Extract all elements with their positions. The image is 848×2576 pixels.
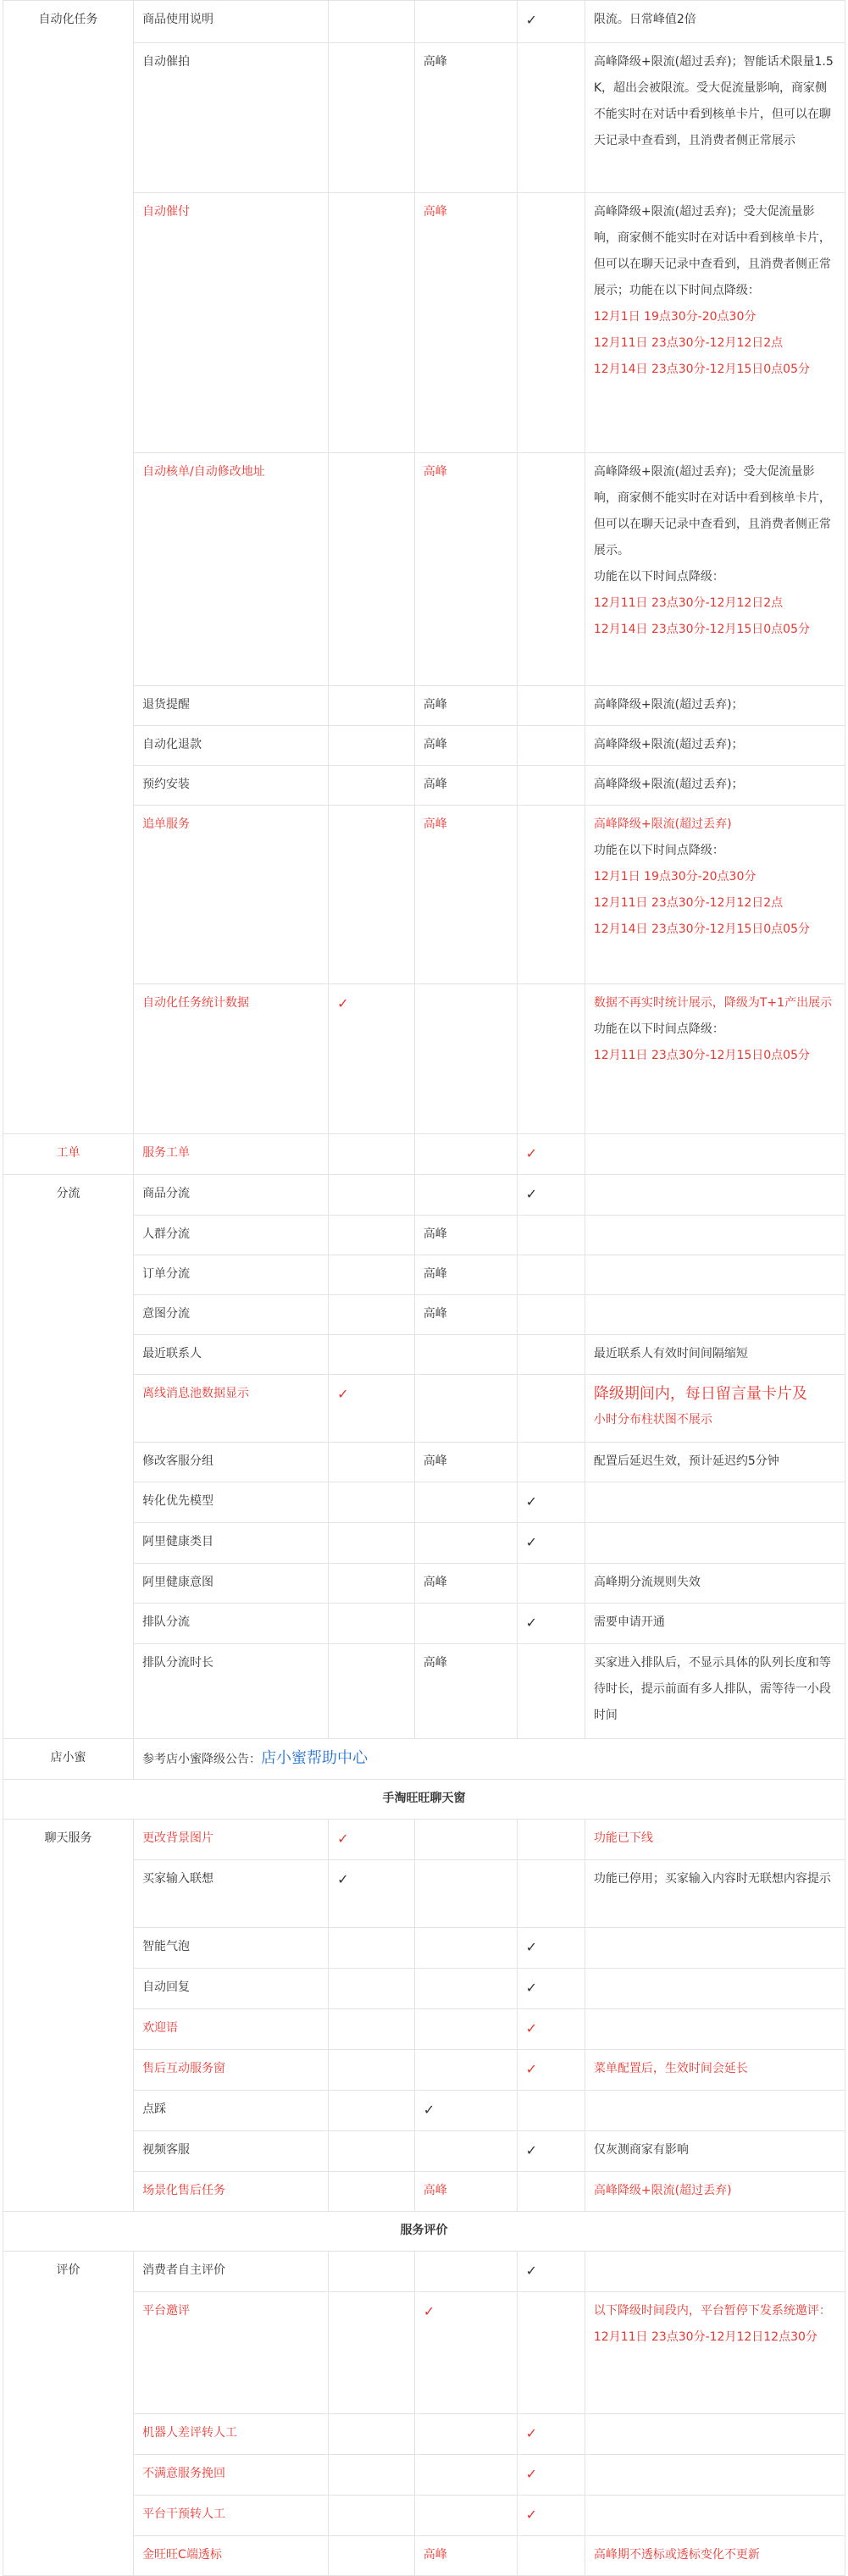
feature-cell: 自动催付 <box>134 193 329 453</box>
check-icon: ✓ <box>423 2102 435 2118</box>
table-row <box>3 1 845 43</box>
check-icon: ✓ <box>525 1493 538 1510</box>
peak-cell: 高峰 <box>414 1564 517 1604</box>
check-icon: ✓ <box>337 1386 349 1402</box>
feature-cell: 服务工单 <box>134 1134 329 1175</box>
note-cell: 买家进入排队后，不显示具体的队列长度和等待时长，提示前面有多人排队，需等待一小段时间 <box>585 1644 845 1739</box>
check-icon: ✓ <box>525 2020 538 2036</box>
check-icon: ✓ <box>337 1871 349 1887</box>
table-row <box>3 1134 845 1175</box>
feature-cell: 预约安装 <box>134 766 329 806</box>
degradation-table <box>3 0 845 2576</box>
feature-cell: 离线消息池数据显示 <box>134 1375 329 1443</box>
feature-cell: 点踩 <box>134 2091 329 2131</box>
check-icon: ✓ <box>423 2303 435 2319</box>
peak-cell: 高峰 <box>414 2172 517 2212</box>
note-cell: 仅灰测商家有影响 <box>585 2131 845 2172</box>
check-icon: ✓ <box>525 1615 538 1631</box>
section-header: 服务评价 <box>3 2212 845 2252</box>
category-cell: 分流 <box>3 1175 134 1739</box>
check-icon: ✓ <box>525 1980 538 1996</box>
check-icon: ✓ <box>525 12 538 28</box>
table-row <box>3 1820 845 1860</box>
category-cell: 评价 <box>3 2252 134 2576</box>
peak-cell: 高峰 <box>414 1255 517 1295</box>
note-cell: 高峰降级+限流(超过丢弃) 功能在以下时间点降级： 12月1日 19点30分-20点30分 12月11日 23点30分-12月12日2点 12月14日 23点30分-12月15日0点05分 <box>585 806 845 984</box>
help-center-link[interactable]: 店小蜜帮助中心 <box>261 1749 369 1767</box>
check-icon: ✓ <box>525 2425 538 2441</box>
note-cell: 高峰期不透标或透标变化不更新 <box>585 2536 845 2576</box>
note-cell: 功能已下线 <box>585 1820 845 1860</box>
check-icon: ✓ <box>525 2061 538 2077</box>
check-icon: ✓ <box>525 2507 538 2523</box>
note-cell: 高峰降级+限流(超过丢弃) <box>585 2172 845 2212</box>
peak-cell: 高峰 <box>414 453 517 686</box>
peak-cell: 高峰 <box>414 1295 517 1335</box>
notice-cell <box>134 1739 845 1780</box>
note-cell: 高峰降级+限流(超过丢弃)；受大促流量影响，商家侧不能实时在对话中看到核单卡片，但可以在聊天记录中查看到，且消费者侧正常展示；功能在以下时间点降级： 12月1日 19点30分-20点30分 12月11日 23点30分-12月12日2点 12月14日 23点30分-12月15日0点05分 <box>585 193 845 453</box>
notice-text: 参考店小蜜降级公告： <box>142 1753 262 1766</box>
time-range: 12月1日 19点30分-20点30分 <box>593 310 757 324</box>
peak-cell: 高峰 <box>414 43 517 193</box>
time-range: 12月14日 23点30分-12月15日0点05分 <box>593 363 810 376</box>
feature-cell: 阿里健康意图 <box>134 1564 329 1604</box>
peak-cell: 高峰 <box>414 686 517 726</box>
feature-cell: 自动化退款 <box>134 726 329 766</box>
table-row <box>3 1739 845 1780</box>
time-range: 12月11日 23点30分-12月12日2点 <box>593 336 784 350</box>
note-cell: 需要申请开通 <box>585 1604 845 1644</box>
note-cell: 高峰降级+限流(超过丢弃)； <box>585 726 845 766</box>
feature-cell: 排队分流时长 <box>134 1644 329 1739</box>
section-header-row <box>3 2212 845 2252</box>
feature-cell: 商品使用说明 <box>134 1 329 43</box>
peak-cell: 高峰 <box>414 1644 517 1739</box>
check-icon: ✓ <box>525 1534 538 1550</box>
feature-cell: 消费者自主评价 <box>134 2252 329 2292</box>
check-icon: ✓ <box>525 1186 538 1202</box>
peak-cell: 高峰 <box>414 1443 517 1482</box>
note-cell: 高峰降级+限流(超过丢弃)； <box>585 766 845 806</box>
check-icon: ✓ <box>525 1145 538 1161</box>
time-range: 12月11日 23点30分-12月12日12点30分 <box>593 2330 818 2344</box>
note-cell: 高峰降级+限流(超过丢弃)；受大促流量影响，商家侧不能实时在对话中看到核单卡片，但可以在聊天记录中查看到，且消费者侧正常展示。 功能在以下时间点降级： 12月11日 23点30分-12月12日2点 12月14日 23点30分-12月15日0点05分 <box>585 453 845 686</box>
peak-cell: 高峰 <box>414 806 517 984</box>
feature-cell: 最近联系人 <box>134 1335 329 1375</box>
check-icon: ✓ <box>525 2466 538 2482</box>
feature-cell: 追单服务 <box>134 806 329 984</box>
feature-cell: 意图分流 <box>134 1295 329 1335</box>
note-cell: 降级期间内，每日留言量卡片及 小时分布柱状图不展示 <box>585 1375 845 1443</box>
feature-cell: 视频客服 <box>134 2131 329 2172</box>
check-icon: ✓ <box>525 2142 538 2158</box>
table-row <box>3 2252 845 2292</box>
feature-cell: 自动核单/自动修改地址 <box>134 453 329 686</box>
time-range: 12月14日 23点30分-12月15日0点05分 <box>593 922 810 936</box>
time-range: 12月14日 23点30分-12月15日0点05分 <box>593 623 810 636</box>
feature-cell: 订单分流 <box>134 1255 329 1295</box>
feature-cell: 机器人差评转人工 <box>134 2414 329 2455</box>
feature-cell: 修改客服分组 <box>134 1443 329 1482</box>
check-icon: ✓ <box>525 2263 538 2279</box>
feature-cell: 自动回复 <box>134 1969 329 2009</box>
note-cell: 高峰降级+限流(超过丢弃)； <box>585 686 845 726</box>
peak-cell: 高峰 <box>414 766 517 806</box>
section-header-row <box>3 1780 845 1820</box>
peak-cell: 高峰 <box>414 1216 517 1255</box>
category-cell: 工单 <box>3 1134 134 1175</box>
table-row <box>3 1175 845 1216</box>
peak-cell: 高峰 <box>414 2536 517 2576</box>
note-cell: 限流。日常峰值2倍 <box>585 1 845 43</box>
section-header: 手淘旺旺聊天窗 <box>3 1780 845 1820</box>
note-cell: 功能已停用；买家输入内容时无联想内容提示 <box>585 1860 845 1928</box>
time-range: 12月11日 23点30分-12月12日2点 <box>593 596 784 610</box>
feature-cell: 阿里健康类目 <box>134 1523 329 1564</box>
feature-cell: 场景化售后任务 <box>134 2172 329 2212</box>
feature-cell: 金旺旺C端透标 <box>134 2536 329 2576</box>
feature-cell: 排队分流 <box>134 1604 329 1644</box>
peak-cell: 高峰 <box>414 193 517 453</box>
category-cell: 聊天服务 <box>3 1820 134 2212</box>
feature-cell: 不满意服务挽回 <box>134 2455 329 2496</box>
peak-cell: 高峰 <box>414 726 517 766</box>
category-cell: 自动化任务 <box>3 1 134 1134</box>
feature-cell: 更改背景图片 <box>134 1820 329 1860</box>
feature-cell: 人群分流 <box>134 1216 329 1255</box>
time-range: 12月11日 23点30分-12月15日0点05分 <box>593 1049 810 1062</box>
feature-cell: 退货提醒 <box>134 686 329 726</box>
feature-cell: 自动催拍 <box>134 43 329 193</box>
feature-cell: 平台邀评 <box>134 2292 329 2414</box>
category-cell: 店小蜜 <box>3 1739 134 1780</box>
check-icon: ✓ <box>337 995 349 1011</box>
note-cell: 最近联系人有效时间间隔缩短 <box>585 1335 845 1375</box>
feature-cell: 自动化任务统计数据 <box>134 984 329 1134</box>
feature-cell: 平台干预转人工 <box>134 2496 329 2536</box>
time-range: 12月1日 19点30分-20点30分 <box>593 870 757 884</box>
time-range: 12月11日 23点30分-12月12日2点 <box>593 896 784 910</box>
check-icon: ✓ <box>337 1831 349 1847</box>
feature-cell: 售后互动服务窗 <box>134 2050 329 2091</box>
feature-cell: 智能气泡 <box>134 1928 329 1969</box>
feature-cell: 欢迎语 <box>134 2009 329 2050</box>
note-cell: 以下降级时间段内，平台暂停下发系统邀评： 12月11日 23点30分-12月12日12点30分 <box>585 2292 845 2414</box>
feature-cell: 商品分流 <box>134 1175 329 1216</box>
check-icon: ✓ <box>525 1939 538 1955</box>
note-cell: 高峰降级+限流(超过丢弃)；智能话术限量1.5K，超出会被限流。受大促流量影响，商家侧不能实时在对话中看到核单卡片，但可以在聊天记录中查看到，且消费者侧正常展示 <box>585 43 845 193</box>
note-cell: 配置后延迟生效，预计延迟约5分钟 <box>585 1443 845 1482</box>
feature-cell: 转化优先模型 <box>134 1482 329 1523</box>
note-cell: 数据不再实时统计展示，降级为T+1产出展示 功能在以下时间点降级： 12月11日 23点30分-12月15日0点05分 <box>585 984 845 1134</box>
feature-cell: 买家输入联想 <box>134 1860 329 1928</box>
note-cell: 高峰期分流规则失效 <box>585 1564 845 1604</box>
note-cell: 菜单配置后，生效时间会延长 <box>585 2050 845 2091</box>
